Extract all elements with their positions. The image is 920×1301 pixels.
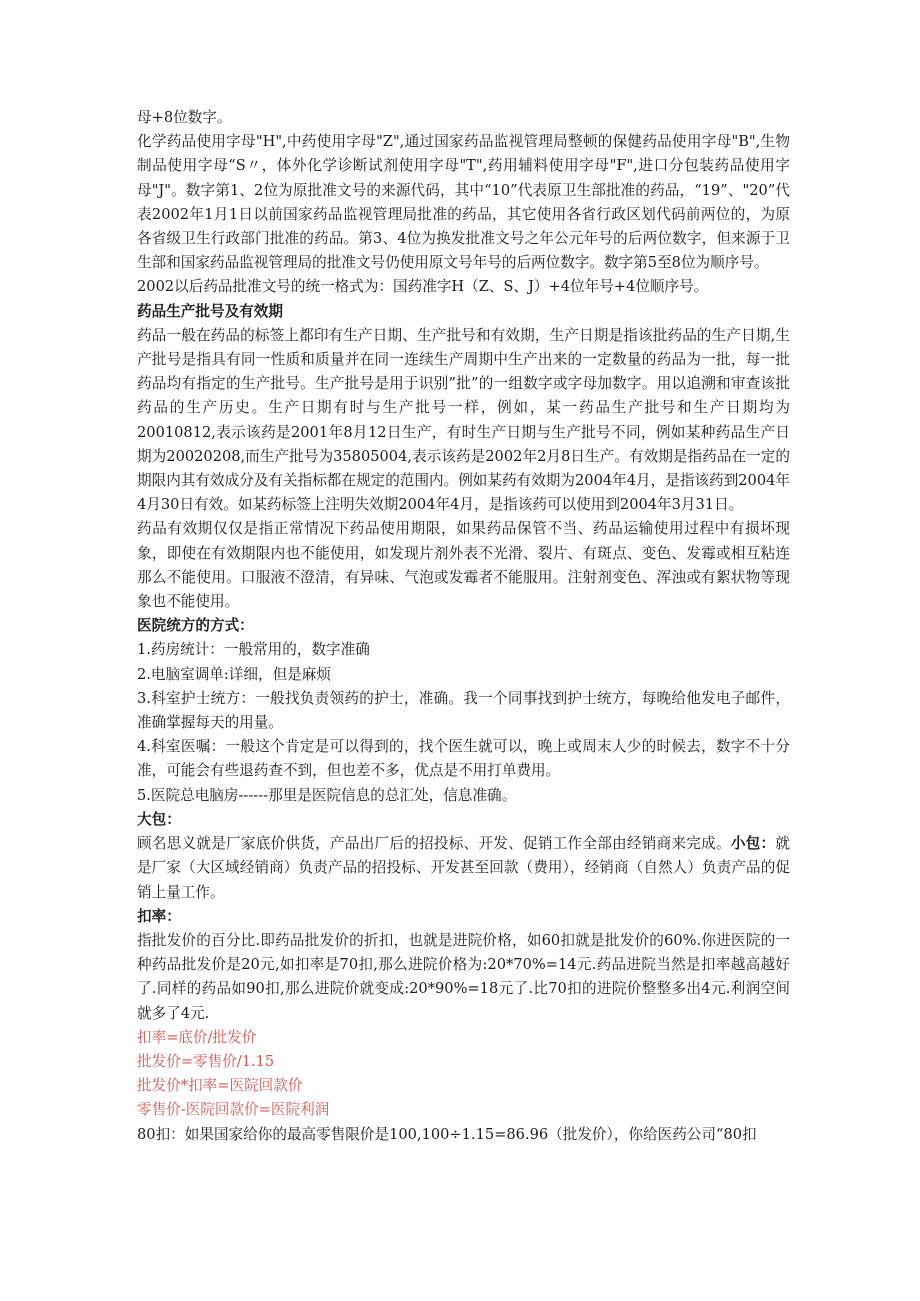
heading-big-package: 大包： <box>137 810 181 828</box>
paragraph-approval-format: 2002以后药品批准文号的统一格式为：国药准字H（Z、S、J）+4位年号+4位顺序号。 <box>137 278 709 296</box>
formula-discount-rate: 扣率=底价/批发价 <box>137 1028 257 1046</box>
document-body <box>137 106 790 1147</box>
big-package-text: 顾名思义就是厂家底价供货，产品出厂后的招投标、开发、促销工作全部由经销商来完成。 <box>137 835 731 853</box>
list-item: 3.科室护士统方：一般找负责领药的护士，准确。我一个同事找到护士统方，每晚给他发电子邮件，准确掌握每天的用量。 <box>137 689 790 732</box>
list-item: 1.药房统计：一般常用的，数字准确 <box>137 641 370 659</box>
heading-hospital-stats: 医院统方的方式： <box>137 617 254 635</box>
formula-hospital-profit: 零售价-医院回款价=医院利润 <box>137 1101 330 1119</box>
list-item: 5.医院总电脑房------那里是医院信息的总汇处，信息准确。 <box>137 786 517 804</box>
paragraph-discount-rate: 指批发价的百分比.即药品批发价的折扣，也就是进院价格，如60扣就是批发价的60%.你进医院的一种药品批发价是20元,如扣率是70扣,那么进院价格为:20*70%=14元.药品进院当然是扣率越高越好了.同样的药品如90扣,那么进院价就变成:20*90%=18元了.比70扣的进院价整整多出4元.利润空间就多了4元. <box>137 931 790 1022</box>
list-item: 4.科室医嘱：一般这个肯定是可以得到的，找个医生就可以，晚上或周末人少的时候去，数字不十分准，可能会有些退药查不到，但也差不多，优点是不用打单费用。 <box>137 738 790 780</box>
paragraph-approval-letters: 化学药品使用字母"H",中药使用字母"Z",通过国家药品监视管理局整顿的保健药品使用字母"B",生物制品使用字母“S〃，体外化学诊断试剂使用字母"T",药用辅料使用字母"F",进口分包装药品使用字母"J"。数字第1、2位为原批准文号的来源代码，其中“10”代表原卫生部批准的药品，“19”、"20”代表2002年1月1日以前国家药品监视管理局批准的药品，其它使用各省行政区划代码前两位的，为原各省级卫生行政部门批准的药品。第3、4位为换发批准文号之年公元年号的后两位数字，但来源于卫生部和国家药品监视管理局的批准文号仍使用原文号年号的后两位数字。数字第5至8位为顺序号。 <box>137 133 790 272</box>
paragraph-80-discount: 80扣：如果国家给你的最高零售限价是100,100÷1.15=86.96（批发价），你给医药公司“80扣 <box>137 1125 757 1143</box>
formula-wholesale-price: 批发价=零售价/1.15 <box>137 1052 275 1070</box>
list-item: 2.电脑室调单:详细，但是麻烦 <box>137 665 331 683</box>
small-package-label: 小包： <box>730 835 776 853</box>
paragraph-package-desc <box>137 832 790 905</box>
paragraph-expiry-note: 药品有效期仅仅是指正常情况下药品使用期限，如果药品保管不当、药品运输使用过程中有损坏现象，即使在有效期限内也不能使用，如发现片剂外表不光滑、裂片、有斑点、变色、发霉或相互粘连那么不能使用。口服液不澄清，有异味、气泡或发霉者不能服用。注射剂变色、浑浊或有絮状物等现象也不能使用。 <box>137 520 790 611</box>
paragraph-1: 母+8位数字。 <box>137 109 232 126</box>
small-package-text: 就是厂家（大区域经销商）负责产品的招投标、开发甚至回款（费用），经销商（自然人）负责产品的促销上量工作。 <box>137 835 790 901</box>
heading-batch-expiry: 药品生产批号及有效期 <box>137 302 283 320</box>
formula-hospital-payment: 批发价*扣率=医院回款价 <box>137 1077 303 1095</box>
paragraph-batch-number: 药品一般在药品的标签上都印有生产日期、生产批号和有效期，生产日期是指该批药品的生产日期,生产批号是指具有同一性质和质量并在同一连续生产周期中生产出来的一定数量的药品为一批，每一批药品均有指定的生产批号。生产批号是用于识别”批”的一组数字或字母加数字。用以追溯和审查该批药品的生产历史。生产日期有时与生产批号一样，例如，某一药品生产批号和生产日期均为20010812,表示该药是2001年8月12日生产，有时生产日期与生产批号不同，例如某种药品生产日期为20020208,而生产批号为35805004,表示该药是2002年2月8日生产。有效期是指药品在一定的期限内其有效成分及有关指标都在规定的范围内。例如某药有效期为2004年4月，是指该药到2004年4月30日有效。如某药标签上注明失效期2004年4月，是指该药可以使用到2004年3月31日。 <box>137 326 790 514</box>
heading-discount-rate: 扣率： <box>137 907 181 925</box>
